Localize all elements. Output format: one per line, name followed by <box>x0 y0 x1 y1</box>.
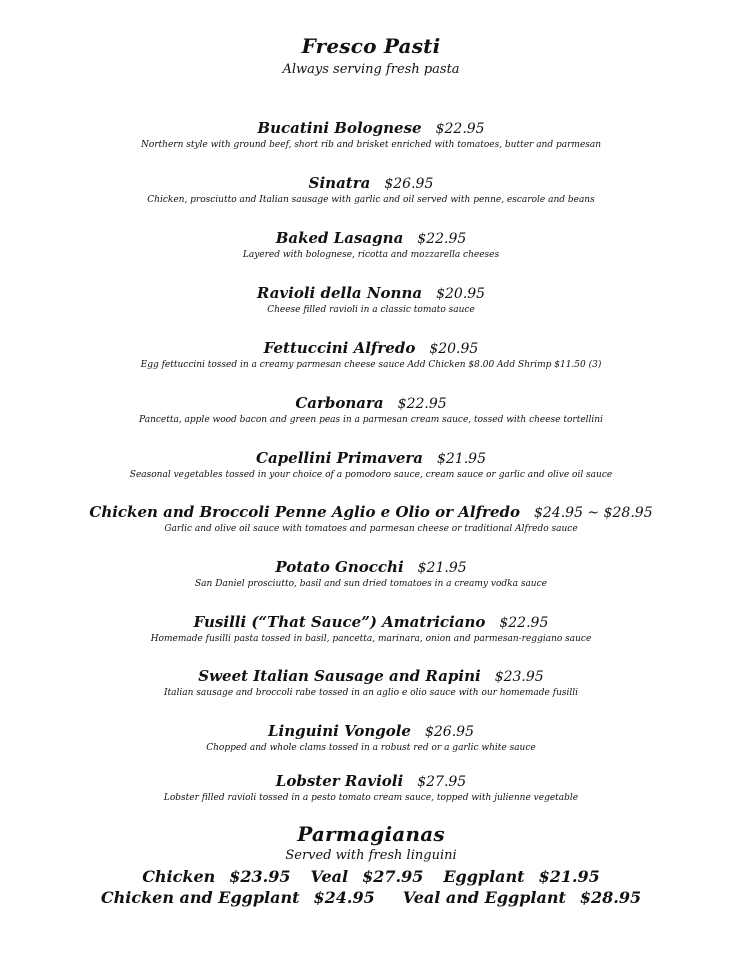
menu-item <box>0 502 742 534</box>
parmagiana-price: $21.95 <box>538 867 600 886</box>
menu-item <box>0 173 742 205</box>
item-description: Lobster filled ravioli tossed in a pesto tomato cream sauce, topped with julienne vegetable <box>163 793 579 803</box>
item-price: $20.95 <box>429 341 479 357</box>
item-price: $23.95 <box>494 669 544 685</box>
menu-item <box>0 721 742 753</box>
item-description: Italian sausage and broccoli rabe tossed in an aglio e olio sauce with our homemade fusilli <box>163 688 579 698</box>
item-price: $20.95 <box>436 286 486 302</box>
parmagiana-price: $23.95 <box>229 867 291 886</box>
item-description: Garlic and olive oil sauce with tomatoes and parmesan cheese or traditional Alfredo sauce <box>164 524 578 534</box>
item-name: Ravioli della Nonna <box>256 284 423 302</box>
item-price: $27.95 <box>417 774 467 790</box>
item-name: Sinatra <box>308 174 371 192</box>
parmagiana-row <box>0 867 742 886</box>
parmagiana-price: $27.95 <box>362 867 424 886</box>
item-description: Chopped and whole clams tossed in a robust red or a garlic white sauce <box>206 743 536 753</box>
item-name: Carbonara <box>295 394 384 412</box>
parmagianas-section <box>0 822 742 907</box>
item-description: Pancetta, apple wood bacon and green peas in a parmesan cream sauce, tossed with cheese tortellini <box>139 415 603 425</box>
parmagiana-price: $28.95 <box>579 888 642 907</box>
item-name: Lobster Ravioli <box>275 772 404 790</box>
item-price: $22.95 <box>499 615 549 631</box>
item-description: Northern style with ground beef, short rib and brisket enriched with tomatoes, butter and parmesan <box>140 140 602 150</box>
menu-item <box>0 283 742 315</box>
parmagiana-name: Chicken <box>142 867 216 886</box>
section-subtitle: Always serving fresh pasta <box>282 62 460 77</box>
menu-item <box>0 118 742 150</box>
menu-item <box>0 393 742 425</box>
parmagiana-name: Eggplant <box>443 867 525 886</box>
item-price: $22.95 <box>417 231 467 247</box>
menu-item <box>0 338 742 370</box>
parmagiana-row <box>0 888 742 907</box>
item-name: Fusilli (“That Sauce”) Amatriciano <box>193 613 486 631</box>
item-description: Chicken, prosciutto and Italian sausage with garlic and oil served with penne, escarole and beans <box>147 195 595 205</box>
parmagiana-name: Chicken and Eggplant <box>100 888 300 907</box>
parmagiana-name: Veal <box>310 867 349 886</box>
section-title: Fresco Pasti <box>301 34 441 58</box>
item-name: Bucatini Bolognese <box>257 119 422 137</box>
item-name: Chicken and Broccoli Penne Aglio e Olio or Alfredo <box>89 503 520 521</box>
section-title: Parmagianas <box>297 822 445 846</box>
menu-item <box>0 557 742 589</box>
item-description: Cheese filled ravioli in a classic tomato sauce <box>267 305 475 315</box>
section-subtitle: Served with fresh linguini <box>285 848 457 863</box>
item-price: $22.95 <box>435 121 485 137</box>
item-name: Potato Gnocchi <box>275 558 404 576</box>
item-name: Sweet Italian Sausage and Rapini <box>198 667 481 685</box>
item-price: $21.95 <box>436 451 486 467</box>
header <box>0 34 742 77</box>
item-name: Capellini Primavera <box>256 449 423 467</box>
menu-item <box>0 612 742 644</box>
item-price: $21.95 <box>417 560 467 576</box>
item-description: Egg fettuccini tossed in a creamy parmesan cheese sauce Add Chicken $8.00 Add Shrimp $11.50 (3) <box>140 360 602 370</box>
item-description: Layered with bolognese, ricotta and mozzarella cheeses <box>242 250 500 260</box>
menu-item <box>0 228 742 260</box>
item-price: $24.95 ~ $28.95 <box>534 505 653 521</box>
menu-item <box>0 448 742 480</box>
item-name: Linguini Vongole <box>268 722 411 740</box>
menu-item <box>0 771 742 803</box>
item-price: $26.95 <box>424 724 474 740</box>
item-price: $22.95 <box>397 396 447 412</box>
item-description: Homemade fusilli pasta tossed in basil, pancetta, marinara, onion and parmesan-reggiano sauce <box>150 634 592 644</box>
parmagiana-name: Veal and Eggplant <box>402 888 566 907</box>
item-description: Seasonal vegetables tossed in your choice of a pomodoro sauce, cream sauce or garlic and olive oil sauce <box>129 470 613 480</box>
item-name: Baked Lasagna <box>275 229 404 247</box>
item-description: San Daniel prosciutto, basil and sun dried tomatoes in a creamy vodka sauce <box>195 579 547 589</box>
parmagiana-price: $24.95 <box>313 888 375 907</box>
item-name: Fettuccini Alfredo <box>263 339 416 357</box>
item-price: $26.95 <box>384 176 434 192</box>
menu-item <box>0 666 742 698</box>
